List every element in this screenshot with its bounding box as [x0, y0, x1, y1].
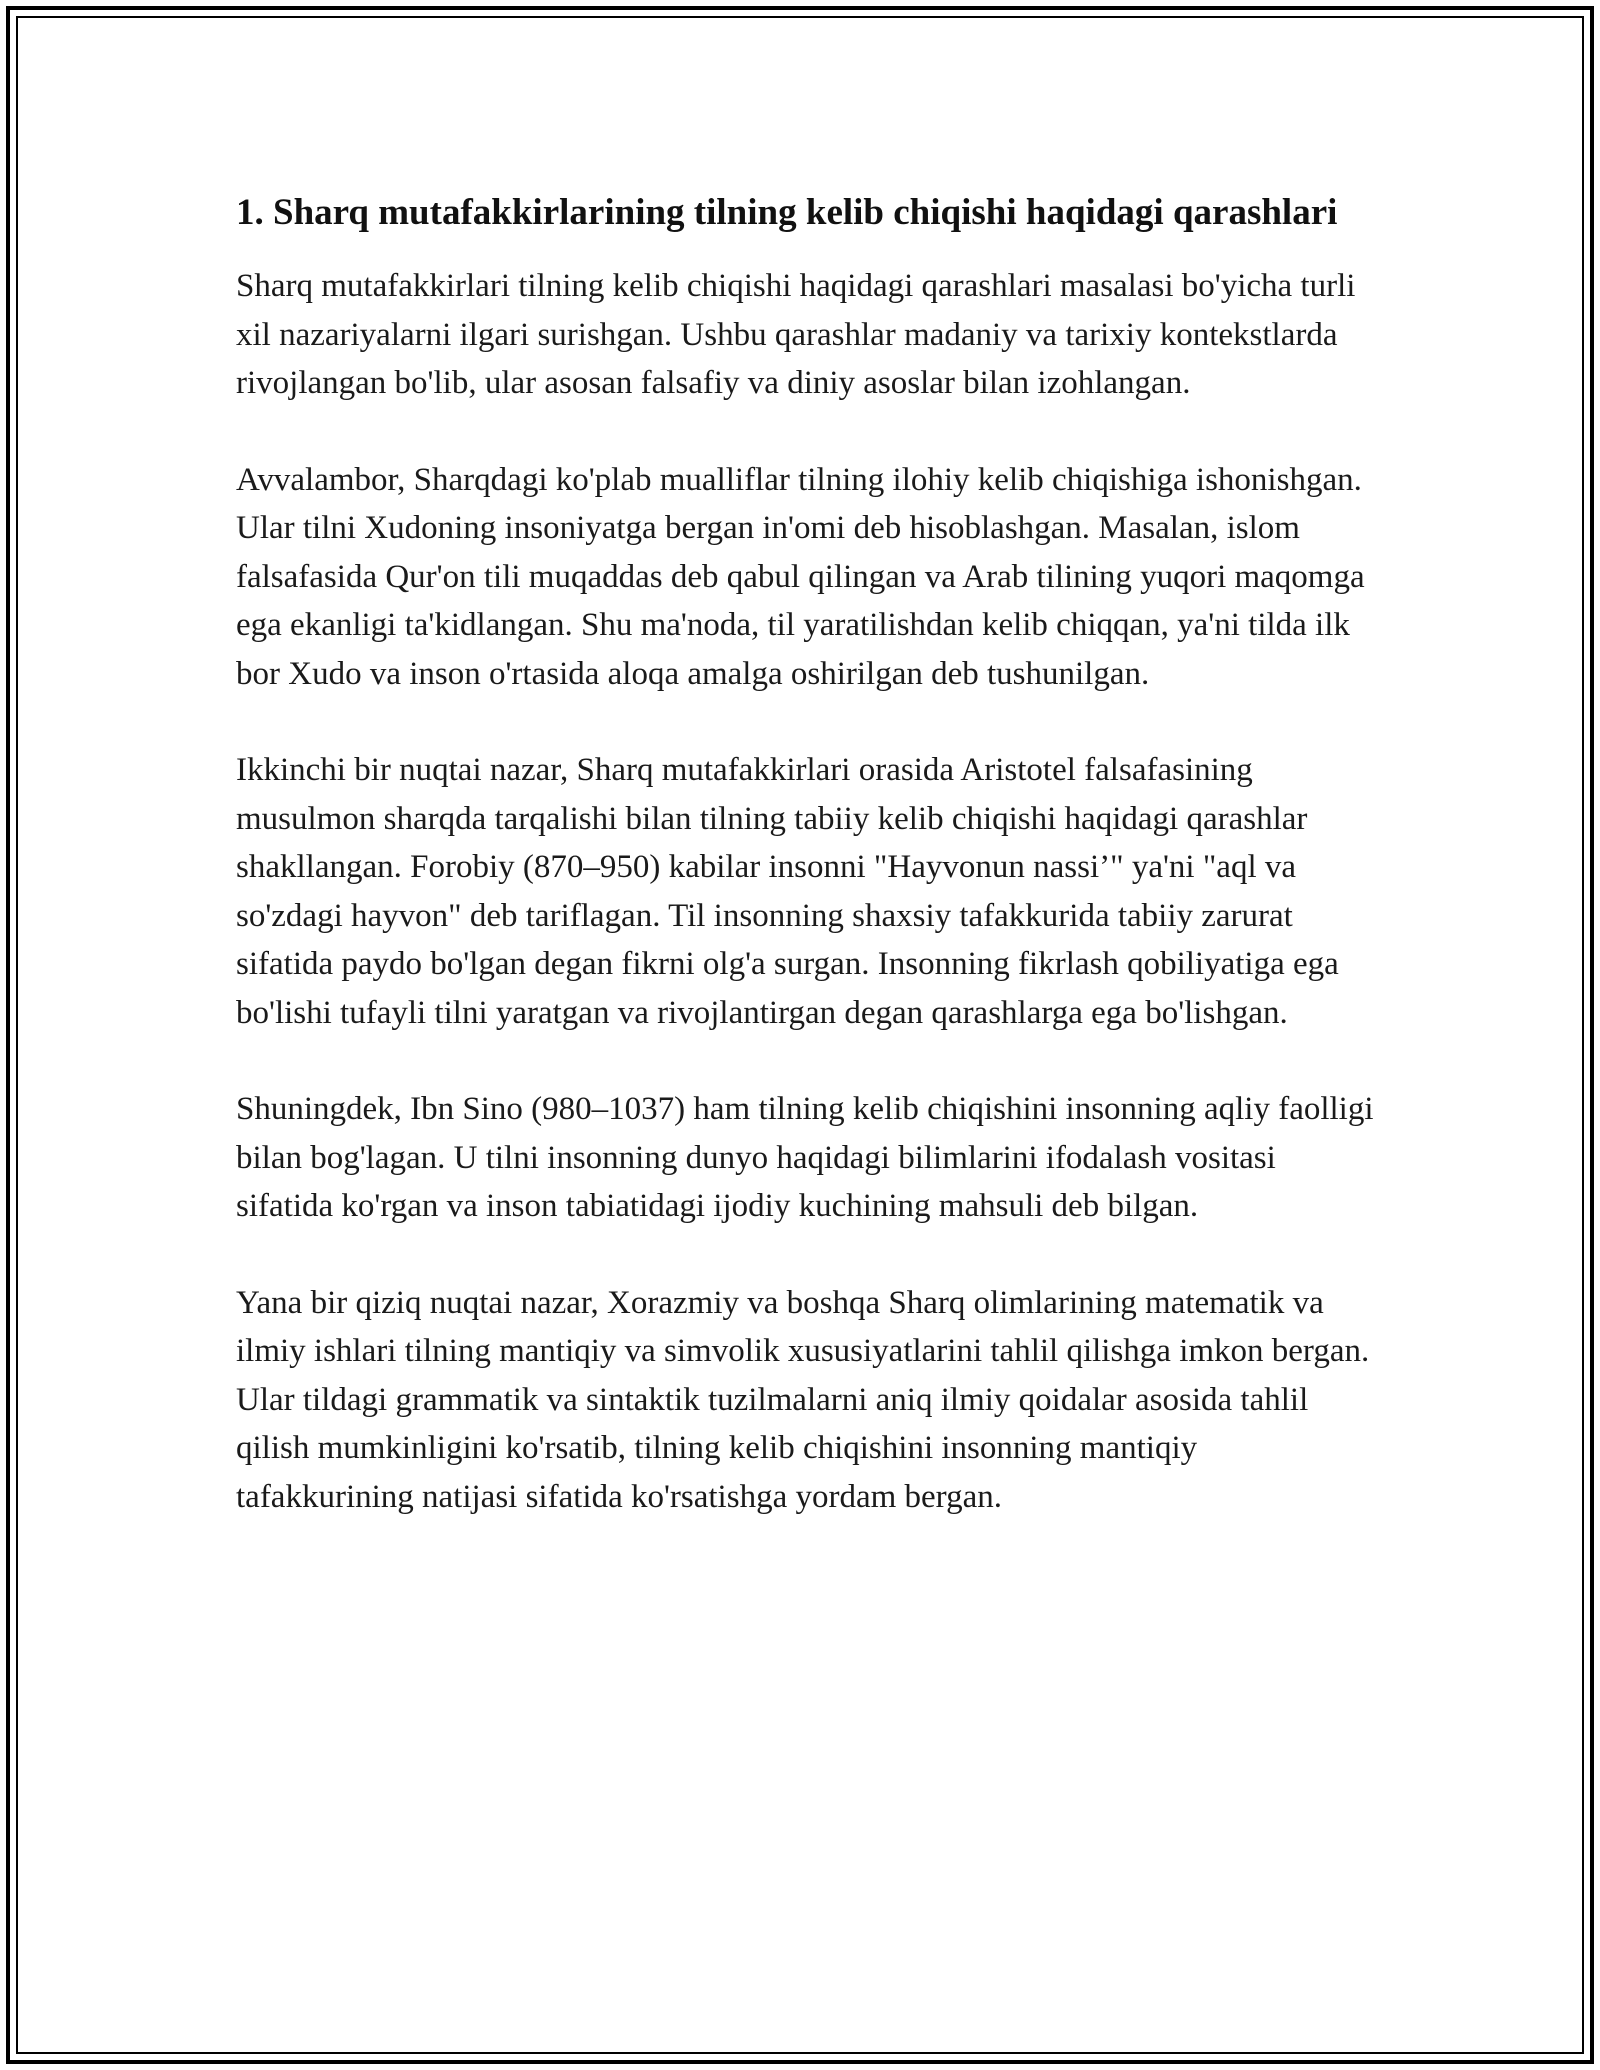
paragraph-natural-origin: Ikkinchi bir nuqtai nazar, Sharq mutafakkirlari orasida Aristotel falsafasining musulmon sharqda tarqalishi bilan tilning tabiiy kelib chiqishi haqidagi qarashlar shakllangan. Forobiy (870–950) kabilar insonni "Hayvonun nassi’" ya'ni "aql va so'zdagi hayvon" deb tariflagan. Til insonning shaxsiy tafakkurida tabiiy zarurat sifatida paydo bo'lgan degan fikrni olg'a surgan. Insonning fikrlash qobiliyatiga ega bo'lishi tufayli tilni yaratgan va rivojlantirgan degan qarashlarga ega bo'lishgan.	[236, 752, 1339, 1031]
paragraph-divine-origin: Avvalambor, Sharqdagi ko'plab mualliflar tilning ilohiy kelib chiqishiga ishonishgan. Ular tilni Xudoning insoniyatga bergan in'omi deb hisoblashgan. Masalan, islom falsafasida Qur'on tili muqaddas deb qabul qilingan va Arab tilining yuqori maqomga ega ekanligi ta'kidlangan. Shu ma'noda, til yaratilishdan kelib chiqqan, ya'ni tilda ilk bor Xudo va inson o'rtasida aloqa amalga oshirilgan deb tushunilgan.	[236, 461, 1365, 692]
paragraph-ibn-sino: Shuningdek, Ibn Sino (980–1037) ham tilning kelib chiqishini insonning aqliy faolligi bilan bog'lagan. U tilni insonning dunyo haqidagi bilimlarini ifodalash vositasi sifatida ko'rgan va inson tabiatidagi ijodiy kuchining mahsuli deb bilgan.	[236, 1091, 1374, 1224]
section-heading: 1. Sharq mutafakkirlarining tilning kelib chiqishi haqidagi qarashlari	[236, 192, 1338, 233]
paragraph-intro: Sharq mutafakkirlari tilning kelib chiqishi haqidagi qarashlari masalasi bo'yicha turli xil nazariyalarni ilgari surishgan. Ushbu qarashlar madaniy va tarixiy kontekstlarda rivojlangan bo'lib, ular asosan falsafiy va diniy asoslar bilan izohlangan.	[236, 268, 1356, 401]
paragraph-xorazmiy: Yana bir qiziq nuqtai nazar, Xorazmiy va boshqa Sharq olimlarining matematik va ilmiy ishlari tilning mantiqiy va simvolik xususiyatlarini tahlil qilishga imkon bergan. Ular tildagi grammatik va sintaktik tuzilmalarni aniq ilmiy qoidalar asosida tahlil qilish mumkinligini ko'rsatib, tilning kelib chiqishini insonning mantiqiy tafakkurining natijasi sifatida ko'rsatishga yordam bergan.	[236, 1284, 1370, 1515]
document-body	[236, 186, 1376, 1569]
